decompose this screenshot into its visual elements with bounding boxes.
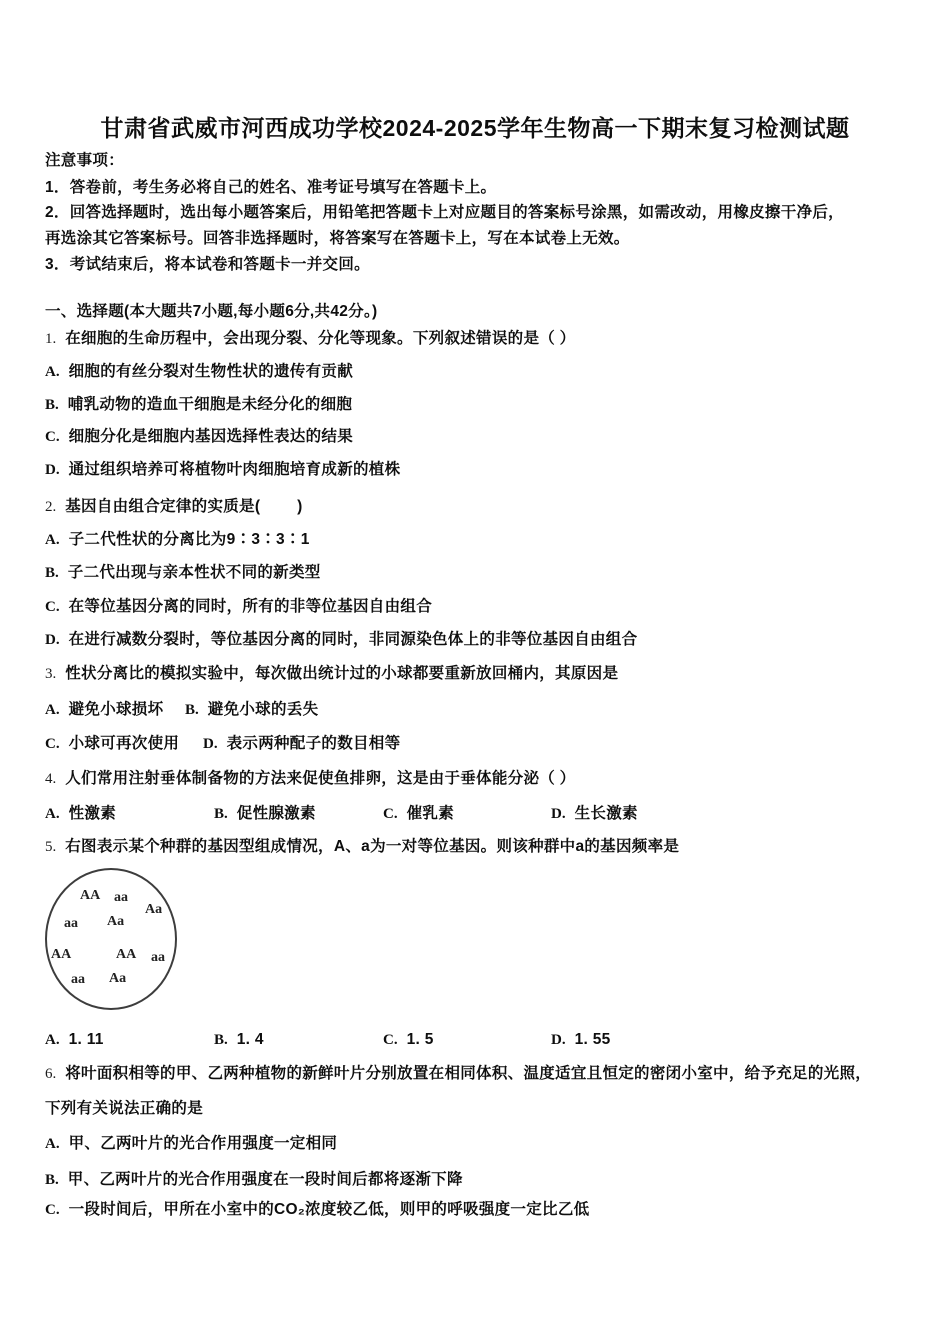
question-2-stem-text: 基因自由组合定律的实质是( ) xyxy=(65,498,303,515)
question-1-stem-text: 在细胞的生命历程中，会出现分裂、分化等现象。下列叙述错误的是（ ） xyxy=(65,330,576,347)
question-3-options-row-1 xyxy=(45,700,319,722)
genotype-label: AA xyxy=(116,947,137,962)
circle-outline xyxy=(45,868,177,1010)
question-3-number: 3. xyxy=(45,666,57,682)
notice-line-2: 2．回答选择题时，选出每小题答案后，用铅笔把答题卡上对应题目的答案标号涂黑，如需改动，用橡皮擦干净后， xyxy=(45,204,844,221)
option-label: B. xyxy=(214,806,228,822)
question-3-option-d xyxy=(203,734,400,754)
option-label: D. xyxy=(45,462,60,478)
option-text: 在进行减数分裂时，等位基因分离的同时，非同源染色体上的非等位基因自由组合 xyxy=(68,631,638,648)
question-2-option-a xyxy=(45,530,310,552)
genotype-label: Aa xyxy=(109,971,127,986)
question-1-stem xyxy=(45,329,575,351)
option-label: D. xyxy=(551,1032,566,1048)
option-text: 细胞分化是细胞内基因选择性表达的结果 xyxy=(68,428,353,445)
option-text: 避免小球的丢失 xyxy=(207,701,319,718)
question-4-option-a xyxy=(45,805,116,822)
section-heading: 一、选择题(本大题共7小题,每小题6分,共42分。) xyxy=(45,303,378,320)
question-6-stem-text: 将叶面积相等的甲、乙两种植物的新鲜叶片分别放置在相同体积、温度适宜且恒定的密闭小室中，给予充足的光照， xyxy=(65,1065,872,1082)
option-label: A. xyxy=(45,702,60,718)
option-text: 1. 4 xyxy=(236,1031,264,1048)
question-4-stem-text: 人们常用注射垂体制备物的方法来促使鱼排卵，这是由于垂体能分泌（ ） xyxy=(65,770,576,787)
notice-line-3: 再选涂其它答案标号。回答非选择题时，将答案写在答题卡上，写在本试卷上无效。 xyxy=(45,230,630,247)
option-text: 在等位基因分离的同时，所有的非等位基因自由组合 xyxy=(68,598,432,615)
question-3-option-b xyxy=(185,700,318,720)
question-3-options-row-2 xyxy=(45,734,401,756)
question-5-option-b xyxy=(214,1030,264,1050)
option-text: 一段时间后，甲所在小室中的CO₂浓度较乙低，则甲的呼吸强度一定比乙低 xyxy=(68,1201,590,1218)
option-label: B. xyxy=(45,397,59,413)
genotype-label: aa xyxy=(114,890,128,905)
option-label: C. xyxy=(45,599,60,615)
option-text: 子二代性状的分离比为9∶3∶3∶1 xyxy=(68,531,310,548)
option-text: 细胞的有丝分裂对生物性状的遗传有贡献 xyxy=(68,363,353,380)
question-6-option-a xyxy=(45,1134,337,1156)
question-5-number: 5. xyxy=(45,839,57,855)
genotype-label: Aa xyxy=(145,902,163,917)
question-6-option-b xyxy=(45,1170,463,1192)
option-text: 促性腺激素 xyxy=(236,805,316,822)
option-label: B. xyxy=(185,702,199,718)
option-label: B. xyxy=(214,1032,228,1048)
question-4-option-d xyxy=(551,804,638,824)
question-5-option-d xyxy=(551,1030,611,1050)
genotype-label: aa xyxy=(64,916,78,931)
option-text: 子二代出现与亲本性状不同的新类型 xyxy=(67,564,321,581)
option-label: B. xyxy=(45,1172,59,1188)
population-genotype-circle-diagram xyxy=(45,866,179,1012)
question-6-number: 6. xyxy=(45,1066,57,1082)
option-label: A. xyxy=(45,806,60,822)
option-text: 甲、乙两叶片的光合作用强度在一段时间后都将逐渐下降 xyxy=(67,1171,463,1188)
question-6-stem-line-2: 下列有关说法正确的是 xyxy=(45,1100,204,1117)
exam-title: 甘肃省武威市河西成功学校2024-2025学年生物高一下期末复习检测试题 xyxy=(100,115,850,141)
option-text: 通过组织培养可将植物叶肉细胞培育成新的植株 xyxy=(68,461,401,478)
notice-line-4: 3．考试结束后，将本试卷和答题卡一并交回。 xyxy=(45,256,370,273)
option-label: C. xyxy=(383,1032,398,1048)
question-3-stem xyxy=(45,664,618,686)
question-2-stem xyxy=(45,497,303,519)
question-6-stem-line-1 xyxy=(45,1064,871,1086)
genotype-label: Aa xyxy=(107,914,125,929)
question-1-option-c xyxy=(45,427,353,449)
question-2-option-b xyxy=(45,563,321,585)
option-label: A. xyxy=(45,1136,60,1152)
question-2-option-d xyxy=(45,630,637,652)
option-label: D. xyxy=(203,736,218,752)
question-3-option-c xyxy=(45,735,179,752)
notice-line-1: 1．答卷前，考生务必将自己的姓名、准考证号填写在答题卡上。 xyxy=(45,179,497,196)
option-label: A. xyxy=(45,364,60,380)
question-5-option-a xyxy=(45,1031,104,1048)
question-4-option-b xyxy=(214,804,316,824)
question-1-option-a xyxy=(45,362,353,384)
question-5-stem xyxy=(45,837,679,859)
question-1-option-d xyxy=(45,460,400,482)
genotype-label: AA xyxy=(80,888,101,903)
option-text: 催乳素 xyxy=(406,805,454,822)
question-1-number: 1. xyxy=(45,331,57,347)
option-label: C. xyxy=(45,1202,60,1218)
question-4-options-row xyxy=(45,804,638,826)
genotype-label: AA xyxy=(51,947,72,962)
option-text: 表示两种配子的数目相等 xyxy=(226,735,401,752)
question-5-stem-text: 右图表示某个种群的基因型组成情况，A、a为一对等位基因。则该种群中a的基因频率是 xyxy=(65,838,680,855)
option-text: 避免小球损坏 xyxy=(68,701,164,718)
option-text: 哺乳动物的造血干细胞是未经分化的细胞 xyxy=(67,396,353,413)
question-3-stem-text: 性状分离比的模拟实验中，每次做出统计过的小球都要重新放回桶内，其原因是 xyxy=(65,665,619,682)
option-label: D. xyxy=(45,632,60,648)
genotype-label: aa xyxy=(71,972,85,987)
option-text: 小球可再次使用 xyxy=(68,735,180,752)
option-text: 生长激素 xyxy=(574,805,638,822)
option-text: 1. 11 xyxy=(68,1031,104,1048)
question-4-number: 4. xyxy=(45,771,57,787)
question-6-option-c xyxy=(45,1200,589,1222)
question-2-option-c xyxy=(45,597,432,619)
genotype-label: aa xyxy=(151,950,165,965)
option-label: A. xyxy=(45,1032,60,1048)
question-3-option-a xyxy=(45,701,163,718)
option-text: 1. 5 xyxy=(406,1031,434,1048)
question-5-options-row xyxy=(45,1030,611,1052)
option-text: 甲、乙两叶片的光合作用强度一定相同 xyxy=(68,1135,338,1152)
question-2-number: 2. xyxy=(45,499,57,515)
notice-heading: 注意事项： xyxy=(45,152,125,169)
option-label: C. xyxy=(45,429,60,445)
question-1-option-b xyxy=(45,395,352,417)
question-5-option-c xyxy=(383,1030,434,1050)
option-label: A. xyxy=(45,532,60,548)
question-4-option-c xyxy=(383,804,454,824)
option-label: C. xyxy=(45,736,60,752)
option-text: 1. 55 xyxy=(574,1031,611,1048)
option-label: C. xyxy=(383,806,398,822)
option-label: D. xyxy=(551,806,566,822)
option-text: 性激素 xyxy=(68,805,116,822)
question-4-stem xyxy=(45,769,575,791)
option-label: B. xyxy=(45,565,59,581)
